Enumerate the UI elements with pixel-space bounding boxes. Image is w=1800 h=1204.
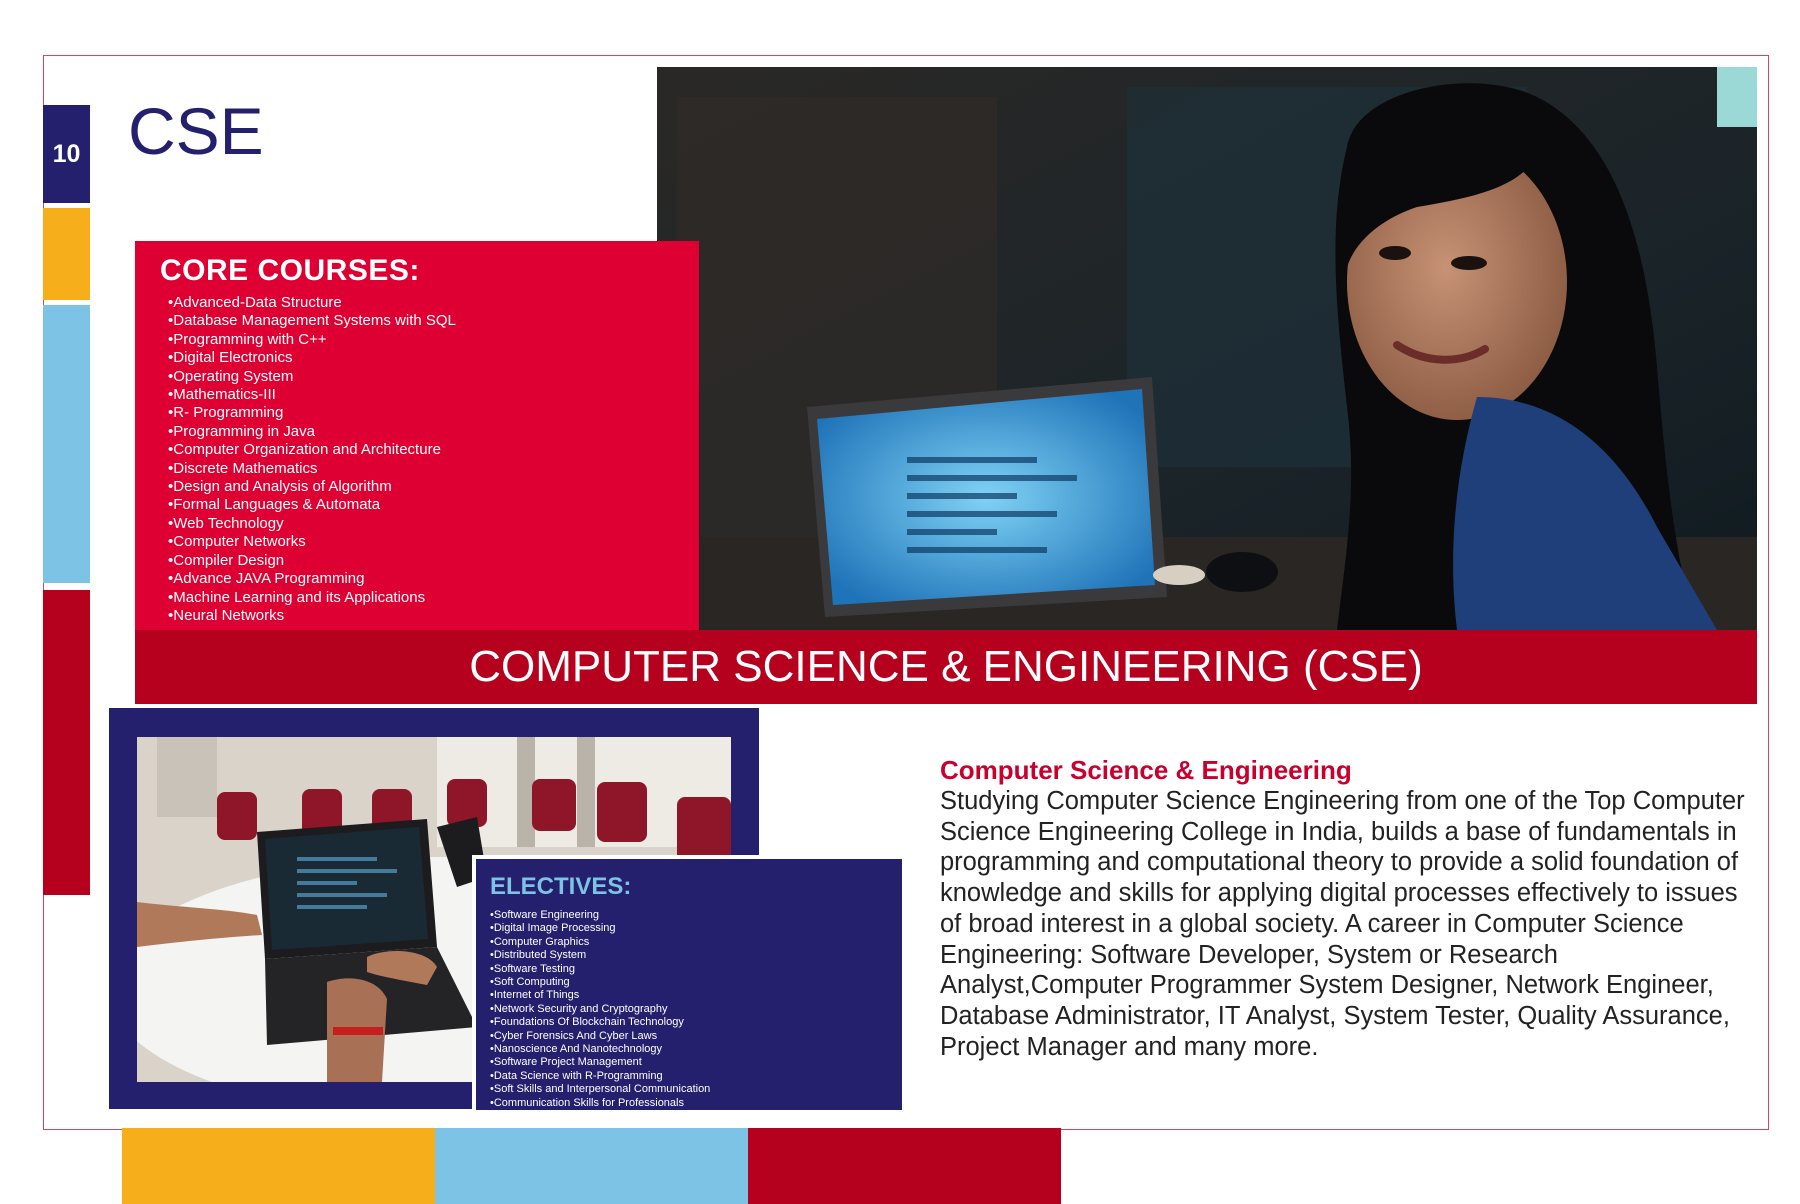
list-item: • Discrete Mathematics (168, 460, 699, 478)
list-item: • Mathematics-III (168, 386, 699, 404)
list-item: • Soft Skills and Interpersonal Communication (490, 1083, 902, 1096)
list-item: • Internet of Things (490, 989, 902, 1002)
list-item: • Neural Networks (168, 607, 699, 625)
program-description (940, 755, 1750, 1062)
list-item: • Formal Languages & Automata (168, 496, 699, 514)
electives-list (490, 909, 902, 1110)
list-item: • Distributed System (490, 949, 902, 962)
description-heading: Computer Science & Engineering (940, 755, 1352, 785)
list-item: • Digital Image Processing (490, 922, 902, 935)
list-item: • Software Testing (490, 963, 902, 976)
list-item: • Web Technology (168, 515, 699, 533)
list-item: • Advanced-Data Structure (168, 294, 699, 312)
side-strip-red (43, 590, 90, 895)
list-item: • R- Programming (168, 404, 699, 422)
list-item: • Software Project Management (490, 1056, 902, 1069)
list-item: • Communication Skills for Professionals (490, 1097, 902, 1110)
list-item: • Cyber Forensics And Cyber Laws (490, 1030, 902, 1043)
list-item: • Soft Computing (490, 976, 902, 989)
core-courses-panel (135, 241, 699, 630)
department-title: CSE (128, 94, 264, 168)
list-item: • Operating System (168, 368, 699, 386)
electives-heading: ELECTIVES: (490, 873, 632, 900)
list-item: • Computer Graphics (490, 936, 902, 949)
list-item: • Compiler Design (168, 552, 699, 570)
program-title-banner: COMPUTER SCIENCE & ENGINEERING (CSE) (135, 630, 1757, 704)
side-strip-yellow (43, 208, 90, 300)
page-number: 10 (52, 139, 81, 168)
list-item: • Programming in Java (168, 423, 699, 441)
core-courses-list (160, 294, 699, 625)
core-courses-heading: CORE COURSES: (160, 254, 420, 287)
list-item: • Network Security and Cryptography (490, 1003, 902, 1016)
footer-bar-yellow (122, 1128, 435, 1204)
list-item: • Design and Analysis of Algorithm (168, 478, 699, 496)
list-item: • Software Engineering (490, 909, 902, 922)
list-item: • Machine Learning and its Applications (168, 589, 699, 607)
footer-bar-blue (435, 1128, 748, 1204)
list-item: • Advance JAVA Programming (168, 570, 699, 588)
list-item: • Foundations Of Blockchain Technology (490, 1016, 902, 1029)
list-item: • Computer Networks (168, 533, 699, 551)
list-item: • Digital Electronics (168, 349, 699, 367)
description-body: Studying Computer Science Engineering from one of the Top Computer Science Engineering College in India, builds a base of fundamentals in programming and computational theory to provide a solid foundation of knowledge and skills for applying digital processes effectively to issues of broad interest in a global society. A career in Computer Science Engineering: Software Developer, System or Research Analyst,Computer Programmer System Designer, Network Engineer, Database Administrator, IT Analyst, System Tester, Quality Assurance, Project Manager and many more. (940, 787, 1745, 1061)
list-item: • Data Science with R-Programming (490, 1070, 902, 1083)
list-item: • Programming with C++ (168, 331, 699, 349)
electives-panel (472, 855, 902, 1110)
side-strip-blue (43, 305, 90, 583)
list-item: • Computer Organization and Architecture (168, 441, 699, 459)
list-item: • Nanoscience And Nanotechnology (490, 1043, 902, 1056)
hero-photo-student-at-laptop (657, 67, 1757, 630)
list-item: • Database Management Systems with SQL (168, 312, 699, 330)
footer-bar-red (748, 1128, 1061, 1204)
